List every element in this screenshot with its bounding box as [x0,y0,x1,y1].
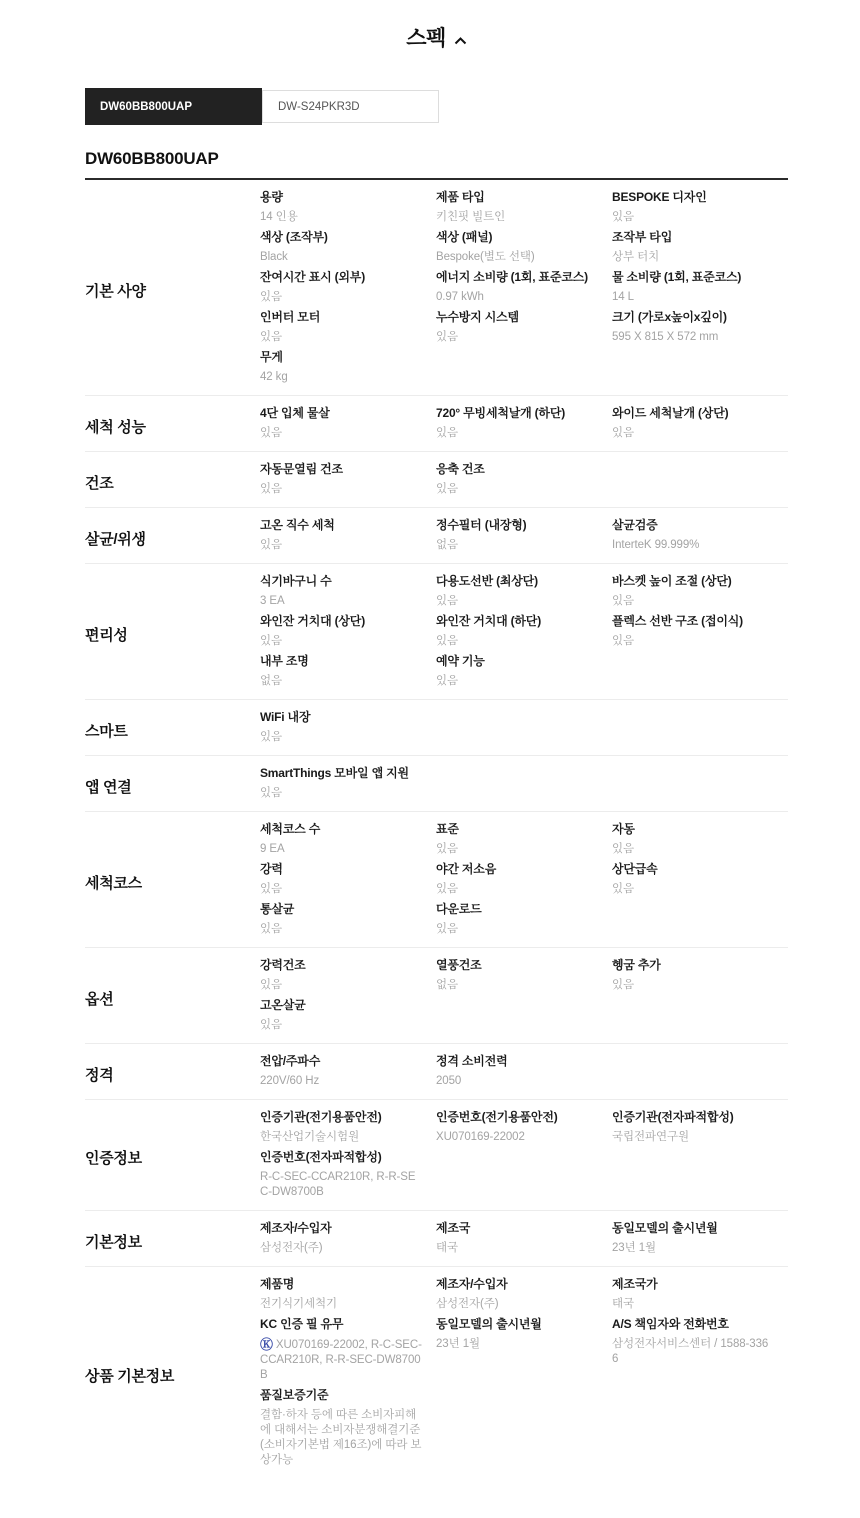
spec-item-value: 있음 [612,211,635,223]
spec-section-items [260,406,788,446]
spec-item-label: 품질보증기준 [260,1388,329,1402]
spec-item [260,230,436,270]
spec-item-value: 595 X 815 X 572 mm [612,331,719,343]
spec-item [612,614,788,654]
spec-item [612,822,788,862]
spec-section-name: 편리성 [85,626,128,644]
spec-item-label: 인증기관(전기용품안전) [260,1110,382,1124]
spec-item-value: R-C-SEC-CCAR210R, R-R-SEC-DW8700B [260,1171,416,1198]
spec-item-value: 없음 [260,675,283,687]
spec-item-label: 용량 [260,190,283,204]
spec-item-label: 예약 기능 [436,654,485,668]
spec-section-row [85,1211,788,1267]
spec-item-label: 누수방지 시스템 [436,310,519,324]
spec-item [436,614,612,654]
spec-item-label: 헹굼 추가 [612,958,661,972]
spec-item-value: 있음 [260,787,283,799]
spec-section-items [260,1054,788,1094]
spec-item-value: 전기식기세척기 [260,1298,338,1310]
spec-item-label: 동일모델의 출시년월 [436,1317,542,1331]
spec-item-label: KC 인증 필 유무 [260,1317,344,1331]
spec-item-value: 있음 [260,979,283,991]
spec-item-label: 제품명 [260,1277,295,1291]
spec-item-label: 전압/주파수 [260,1054,321,1068]
spec-item [612,958,788,998]
spec-item-value: 있음 [436,843,459,855]
spec-item [436,462,612,502]
spec-section-items [260,1277,788,1473]
spec-section-name: 기본 사양 [85,282,146,300]
spec-section-row [85,396,788,452]
spec-item-value: 있음 [260,539,283,551]
spec-section-items [260,710,788,750]
spec-item-value: 삼성전자(주) [436,1298,499,1310]
page-title-text: 스펙 [406,27,446,50]
spec-section-row [85,700,788,756]
spec-section-row [85,1100,788,1211]
spec-item-label: 상단급속 [612,862,658,876]
spec-item-value: InterteK 99.999% [612,539,700,551]
spec-item-label: 동일모델의 출시년월 [612,1221,718,1235]
spec-item-label: 고온 직수 세척 [260,518,335,532]
spec-section-name: 기본정보 [85,1233,142,1251]
spec-item [436,310,612,350]
spec-item-value: 42 kg [260,371,288,383]
spec-item-label: 강력 [260,862,283,876]
spec-item-label: 통살균 [260,902,295,916]
spec-section-row [85,756,788,812]
spec-item [260,1110,436,1150]
spec-section-name: 스마트 [85,722,128,740]
spec-item [436,230,612,270]
spec-item-value: Bespoke(별도 선택) [436,251,535,263]
spec-item-value: 삼성전자(주) [260,1242,323,1254]
spec-item [436,270,612,310]
spec-item-value: 14 인용 [260,211,298,223]
spec-item [436,822,612,862]
spec-item-value: 없음 [436,979,459,991]
spec-item-label: 자동문열림 건조 [260,462,343,476]
spec-item [436,1317,612,1357]
spec-item [260,518,436,558]
tab-dw60bb800uap[interactable]: DW60BB800UAP [85,88,262,125]
spec-section-name: 상품 기본정보 [85,1367,175,1385]
spec-item-label: 자동 [612,822,635,836]
spec-item-label: A/S 책임자와 전화번호 [612,1317,729,1331]
spec-item [612,1221,788,1261]
spec-item-value: 있음 [260,291,283,303]
spec-item [612,230,788,270]
spec-item-value: 있음 [436,923,459,935]
spec-item-label: 와인잔 거치대 (하단) [436,614,541,628]
spec-item [260,998,436,1038]
spec-item-value: 있음 [260,427,283,439]
spec-item-value: XU070169-22002 [436,1131,525,1143]
spec-item [260,654,436,694]
spec-item-value: 있음 [436,331,459,343]
spec-item-value: 태국 [612,1298,635,1310]
spec-item-label: 인증번호(전기용품안전) [436,1110,558,1124]
spec-section-items [260,518,788,558]
spec-item-label: 바스켓 높이 조절 (상단) [612,574,732,588]
spec-item-value: 2050 [436,1075,462,1087]
spec-item [436,654,612,694]
model-tabs [85,88,788,125]
spec-item [612,862,788,902]
spec-item [260,614,436,654]
spec-item-label: 색상 (조작부) [260,230,328,244]
spec-section-name: 인증정보 [85,1150,142,1167]
spec-item-label: 열풍건조 [436,958,482,972]
spec-item [612,270,788,310]
spec-section-items [260,958,788,1038]
spec-item-value: 있음 [612,595,635,607]
spec-section-row [85,180,788,396]
tab-dw-s24pkr3d[interactable]: DW-S24PKR3D [262,90,439,123]
spec-item [612,518,788,558]
spec-item [260,1277,436,1317]
spec-item-label: 제조자/수입자 [436,1277,508,1291]
spec-item-value: 220V/60 Hz [260,1075,320,1087]
spec-section-items [260,190,788,390]
spec-item [612,574,788,614]
spec-item-label: 와인잔 거치대 (상단) [260,614,365,628]
spec-item-value: 3 EA [260,595,285,607]
spec-item-label: 표준 [436,822,459,836]
spec-item [260,1388,436,1473]
spec-table [85,178,788,1478]
spec-item [260,902,436,942]
spec-item-value: 있음 [260,883,283,895]
spec-item-label: WiFi 내장 [260,710,311,724]
spec-item [260,958,436,998]
spec-item [436,518,612,558]
spec-item [612,1110,788,1150]
spec-item-label: 무게 [260,350,283,364]
spec-section-row [85,1044,788,1100]
spec-item-label: 에너지 소비량 (1회, 표준코스) [436,270,588,284]
spec-section-row [85,452,788,508]
spec-item-value: 상부 터치 [612,251,660,263]
spec-item-label: 물 소비량 (1회, 표준코스) [612,270,742,284]
spec-item-value: 14 L [612,291,634,303]
spec-item-value: 있음 [612,427,635,439]
spec-item-value: 한국산업기술시험원 [260,1131,360,1143]
spec-item-label: 제조국 [436,1221,471,1235]
spec-item [260,310,436,350]
spec-item-value: 있음 [260,635,283,647]
spec-item-value: Black [260,251,288,263]
spec-item-value: 태국 [436,1242,459,1254]
page-title [406,22,467,52]
spec-item-value: 있음 [260,1019,283,1031]
spec-item-label: 720° 무빙세척날개 (하단) [436,406,566,420]
spec-item-value: 있음 [612,635,635,647]
spec-section-name: 정격 [85,1066,114,1084]
spec-section-name: 살균/위생 [85,530,146,548]
spec-item [436,406,612,446]
spec-item [260,350,436,390]
spec-item-label: 고온살균 [260,998,306,1012]
spec-section-items [260,1110,788,1205]
spec-item-label: 인버터 모터 [260,310,321,324]
spec-item-value: 23년 1월 [612,1242,657,1254]
spec-item-value: 있음 [436,427,459,439]
spec-item [260,1150,436,1205]
spec-item [260,862,436,902]
spec-item-value: 삼성전자서비스센터 / 1588-3366 [612,1338,769,1365]
spec-item-value: 23년 1월 [436,1338,481,1350]
spec-item-label: 인증기관(전자파적합성) [612,1110,734,1124]
spec-item-label: 강력건조 [260,958,306,972]
spec-item-value: 있음 [260,331,283,343]
spec-item [260,462,436,502]
spec-item [260,1317,436,1388]
spec-item [436,1277,612,1317]
spec-section-row [85,564,788,700]
spec-title-row [85,22,788,52]
spec-item [260,710,436,750]
spec-item-label: 정격 소비전력 [436,1054,508,1068]
spec-item-label: 크기 (가로x높이x깊이) [612,310,727,324]
spec-item-label: 다용도선반 (최상단) [436,574,538,588]
spec-section-items [260,1221,788,1261]
spec-item [260,1221,436,1261]
spec-item-label: 와이드 세척날개 (상단) [612,406,729,420]
spec-section-name: 앱 연결 [85,778,132,796]
spec-item-value: 있음 [436,675,459,687]
spec-item-label: 4단 입체 물살 [260,406,330,420]
spec-section-row [85,812,788,948]
spec-item [436,958,612,998]
spec-section-row [85,508,788,564]
spec-item-label: 제조자/수입자 [260,1221,332,1235]
spec-item-value: 9 EA [260,843,285,855]
spec-item-label: 색상 (패널) [436,230,493,244]
spec-item-label: 제품 타입 [436,190,485,204]
spec-item [612,406,788,446]
spec-item [260,766,436,806]
spec-item-value: 있음 [436,483,459,495]
spec-item [436,902,612,942]
spec-item [436,1221,612,1261]
spec-section-name: 세척코스 [85,874,142,892]
spec-item-value-text: XU070169-22002, R-C-SEC-CCAR210R, R-R-SEC-DW8700B [260,1339,422,1381]
spec-item [260,406,436,446]
spec-item [436,574,612,614]
kc-certification-icon: Ⓚ [260,1337,273,1352]
spec-item-value: 있음 [612,883,635,895]
spec-item [436,1110,612,1150]
spec-item-value: 있음 [436,595,459,607]
spec-item [612,1317,788,1372]
spec-section-name: 옵션 [85,990,114,1008]
spec-item [260,1054,436,1094]
spec-item-value: 없음 [436,539,459,551]
spec-section-items [260,574,788,694]
spec-item-value: 있음 [260,731,283,743]
spec-item-label: 플렉스 선반 구조 (접이식) [612,614,743,628]
spec-section-items [260,766,788,806]
spec-item-label: 인증번호(전자파적합성) [260,1150,382,1164]
spec-item-value: 0.97 kWh [436,291,484,303]
spec-item [612,1277,788,1317]
spec-item [260,190,436,230]
spec-section-row [85,948,788,1044]
spec-item-value: 키친핏 빌트인 [436,211,506,223]
spec-item [260,574,436,614]
spec-item-value: 있음 [436,883,459,895]
spec-item-label: 식기바구니 수 [260,574,332,588]
spec-item [260,270,436,310]
spec-item-label: SmartThings 모바일 앱 지원 [260,766,409,780]
spec-item-label: 응축 건조 [436,462,485,476]
spec-item-value: 있음 [612,979,635,991]
spec-item-value: 있음 [260,483,283,495]
spec-item-label: 살균검증 [612,518,658,532]
spec-item-label: 내부 조명 [260,654,309,668]
spec-item [436,190,612,230]
spec-item [436,862,612,902]
spec-item [436,1054,612,1094]
spec-section-name: 세척 성능 [85,418,146,436]
spec-item-label: 다운로드 [436,902,482,916]
spec-item [612,310,788,350]
spec-item-value [260,1337,422,1383]
spec-section-items [260,462,788,502]
model-heading: DW60BB800UAP [85,149,219,168]
spec-item-value: 결함·하자 등에 따른 소비자피해에 대해서는 소비자분쟁해결기준(소비자기본법 제16조)에 따라 보상가능 [260,1409,422,1466]
spec-item-label: 제조국가 [612,1277,658,1291]
spec-item-label: 정수필터 (내장형) [436,518,527,532]
spec-item-value: 있음 [612,843,635,855]
spec-item-value: 있음 [260,923,283,935]
collapse-chevron-icon[interactable] [454,27,467,51]
spec-item [260,822,436,862]
spec-section-items [260,822,788,942]
spec-item-label: 세척코스 수 [260,822,321,836]
spec-item-label: 잔여시간 표시 (외부) [260,270,365,284]
spec-item-label: 야간 저소음 [436,862,497,876]
spec-item-value: 국립전파연구원 [612,1131,690,1143]
spec-item-label: BESPOKE 디자인 [612,190,707,204]
spec-item [612,190,788,230]
spec-item-label: 조작부 타입 [612,230,673,244]
spec-item-value: 있음 [436,635,459,647]
spec-section-name: 건조 [85,474,114,492]
